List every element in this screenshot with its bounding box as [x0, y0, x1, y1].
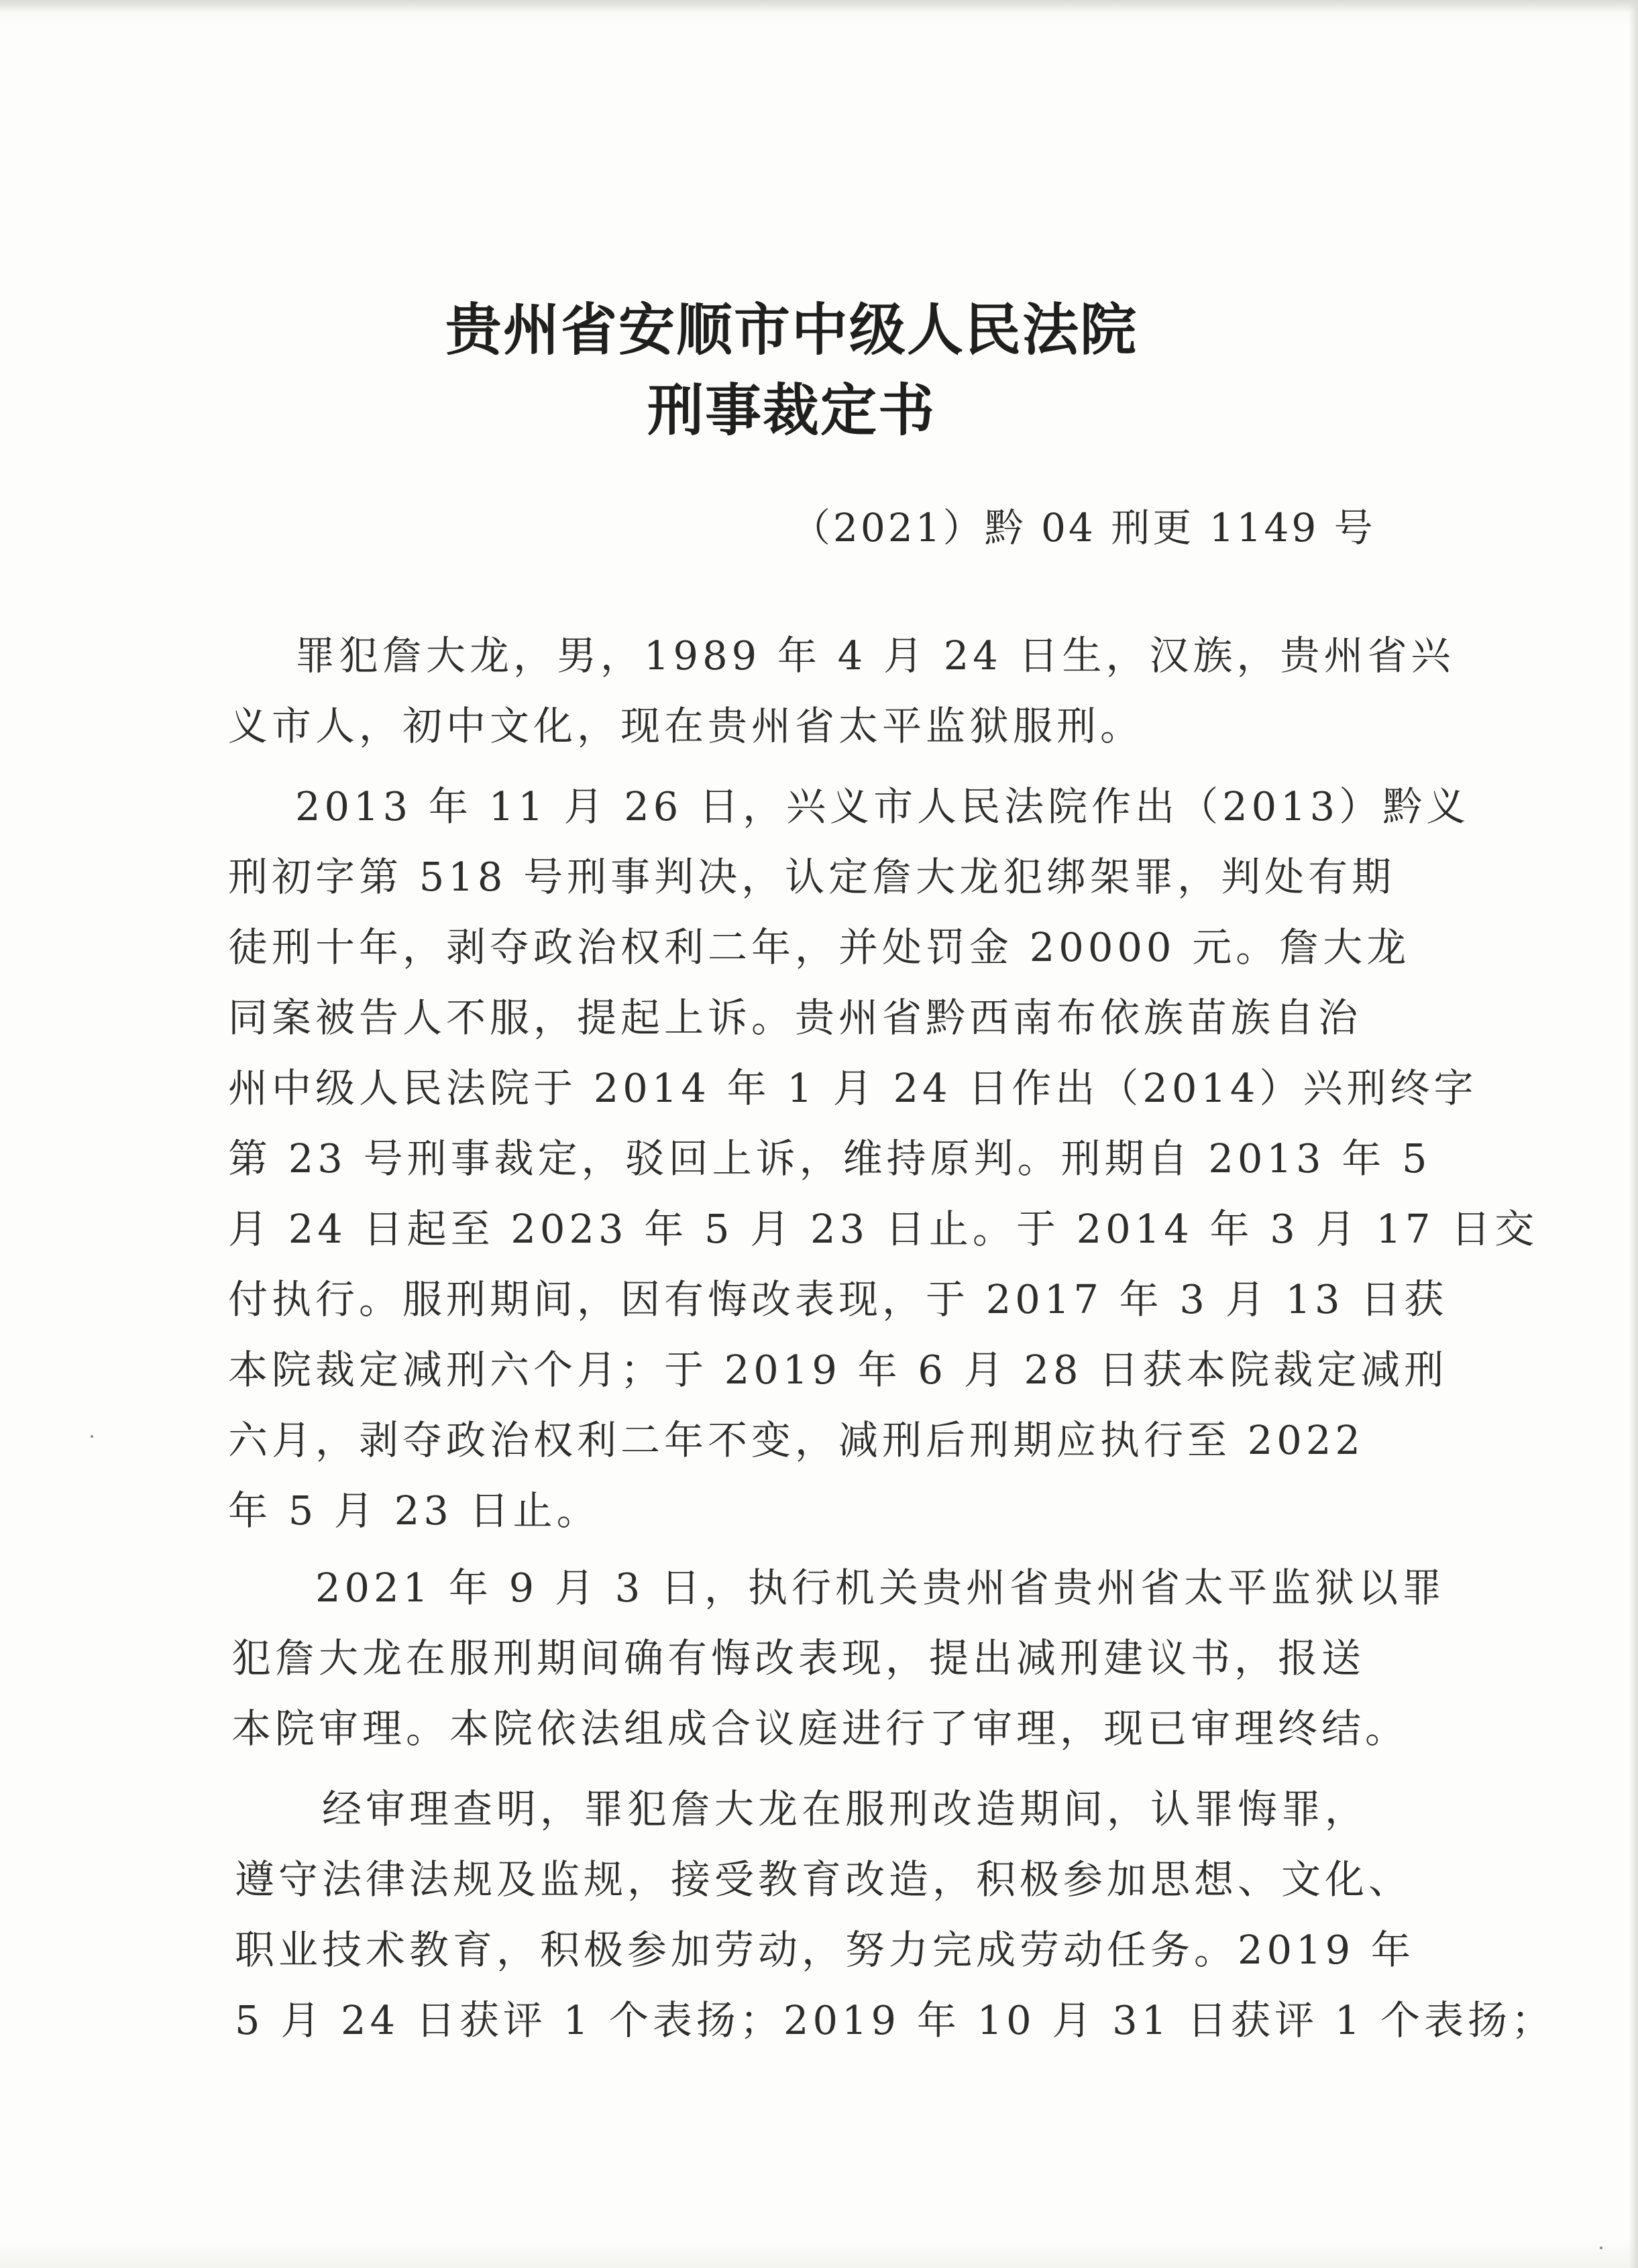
body-line: 付执行。服刑期间，因有悔改表现，于 2017 年 3 月 13 日获 — [228, 1276, 1448, 1322]
scan-edge-right — [1629, 0, 1638, 2268]
body-line: 罪犯詹大龙，男，1989 年 4 月 24 日生，汉族，贵州省兴 — [295, 632, 1455, 679]
body-line: 5 月 24 日获评 1 个表扬；2019 年 10 月 31 日获评 1 个表扬； — [235, 1997, 1555, 2043]
body-line: 第 23 号刑事裁定，驳回上诉，维持原判。刑期自 2013 年 5 — [228, 1135, 1431, 1182]
body-line: 职业技术教育，积极参加劳动，努力完成劳动任务。2019 年 — [235, 1927, 1415, 1973]
body-line: 2013 年 11 月 26 日，兴义市人民法院作出（2013）黔义 — [295, 783, 1470, 830]
body-line: 年 5 月 23 日止。 — [228, 1487, 600, 1534]
body-line: 月 24 日起至 2023 年 5 月 23 日止。于 2014 年 3 月 17 日交 — [228, 1206, 1539, 1252]
body-line: 犯詹大龙在服刑期间确有悔改表现，提出减刑建议书，报送 — [231, 1635, 1366, 1681]
document-type-heading: 刑事裁定书 — [647, 378, 936, 443]
body-line: 本院裁定减刑六个月；于 2019 年 6 月 28 日获本院裁定减刑 — [228, 1347, 1448, 1393]
scan-speck — [1600, 2247, 1602, 2249]
body-line: 州中级人民法院于 2014 年 1 月 24 日作出（2014）兴刑终字 — [228, 1065, 1478, 1111]
body-line: 徒刑十年，剥夺政治权利二年，并处罚金 20000 元。詹大龙 — [228, 924, 1411, 970]
body-line: 六月，剥夺政治权利二年不变，减刑后刑期应执行至 2022 — [228, 1417, 1364, 1463]
body-line: 2021 年 9 月 3 日，执行机关贵州省贵州省太平监狱以罪 — [315, 1565, 1445, 1611]
court-name-heading: 贵州省安顺市中级人民法院 — [445, 297, 1138, 363]
body-line: 同案被告人不服，提起上诉。贵州省黔西南布依族苗族自治 — [228, 995, 1362, 1041]
scan-speck — [91, 1435, 93, 1438]
body-line: 遵守法律法规及监规，接受教育改造，积极参加思想、文化、 — [235, 1856, 1413, 1903]
body-line: 刑初字第 518 号刑事判决，认定詹大龙犯绑架罪，判处有期 — [228, 854, 1396, 900]
body-line: 经审理查明，罪犯詹大龙在服刑改造期间，认罪悔罪， — [322, 1786, 1369, 1832]
body-line: 义市人，初中文化，现在贵州省太平监狱服刑。 — [228, 703, 1144, 749]
case-number: （2021）黔 04 刑更 1149 号 — [791, 505, 1376, 551]
body-line: 本院审理。本院依法组成合议庭进行了审理，现已审理终结。 — [231, 1705, 1409, 1752]
scan-edge-top — [0, 0, 1638, 12]
